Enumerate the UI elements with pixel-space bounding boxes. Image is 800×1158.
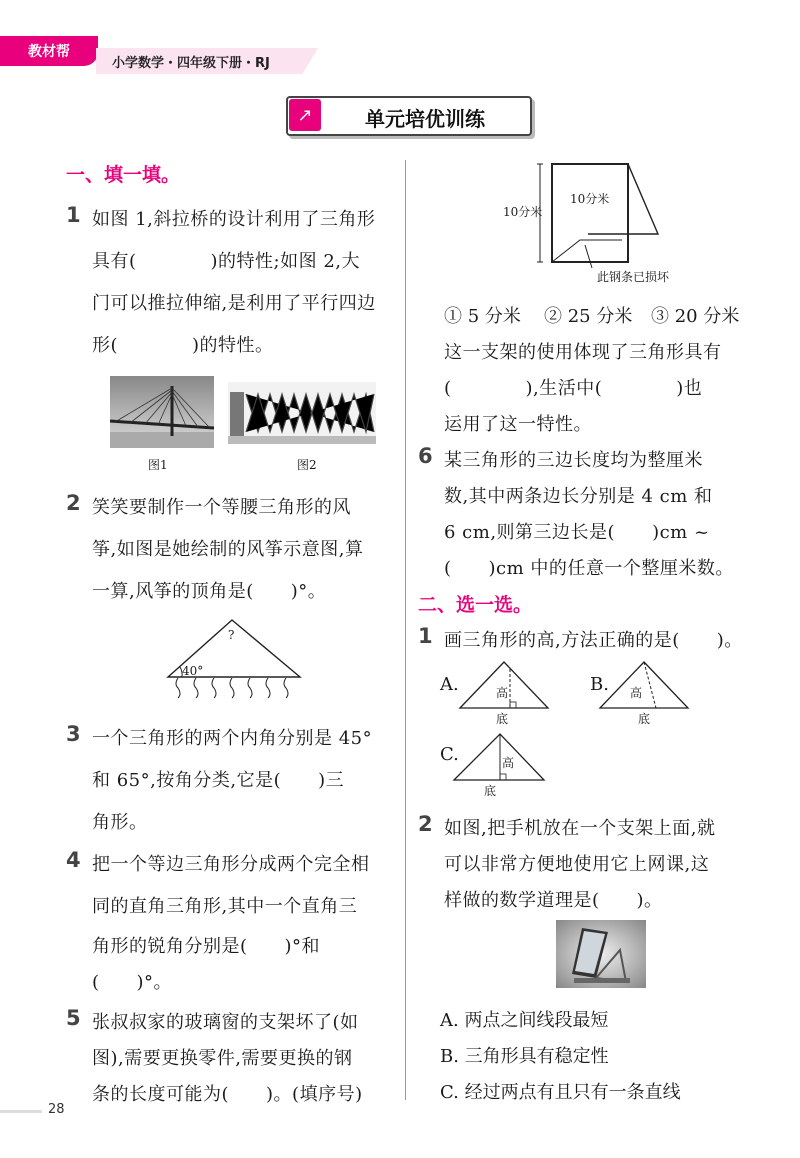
q6-line: 数,其中两条边长分别是 4 cm 和 <box>444 486 713 507</box>
option-b-label: B. <box>590 674 609 695</box>
q5-number: 5 <box>66 1006 81 1030</box>
q5-line: 条的长度可能为( )。(填序号) <box>92 1084 363 1105</box>
q5-more-line: 运用了这一特性。 <box>444 414 592 435</box>
base-label: 底 <box>484 784 497 798</box>
s2q2-line: 样做的数学道理是( )。 <box>444 890 663 911</box>
q5-line: 张叔叔家的玻璃窗的支架坏了(如 <box>92 1012 359 1033</box>
q3-line: 和 65°,按角分类,它是( )三 <box>92 770 345 791</box>
q3-line: 角形。 <box>92 812 148 833</box>
q5-option: ② 25 分米 <box>544 306 633 327</box>
triangle-b <box>598 660 690 710</box>
q4-line: 把一个等边三角形分成两个完全相 <box>92 854 370 875</box>
fig2-caption: 图2 <box>297 458 317 472</box>
frame-height-label: 10分米 <box>503 205 543 219</box>
q2-line: 一算,风筝的顶角是( )°。 <box>92 581 327 602</box>
q4-line: ( )°。 <box>92 972 173 993</box>
s2q2-option[interactable]: C. 经过两点有且只有一条直线 <box>440 1082 681 1103</box>
broken-bar-label: 此钢条已损坏 <box>597 270 670 284</box>
base-label: 底 <box>638 712 651 726</box>
s2q2-option[interactable]: A. 两点之间线段最短 <box>440 1010 609 1031</box>
q1-line: 门可以推拉伸缩,是利用了平行四边 <box>92 293 376 314</box>
page-number: 28 <box>48 1102 65 1117</box>
q2-line: 笑笑要制作一个等腰三角形的风 <box>92 497 351 518</box>
phone-stand-photo <box>556 920 646 988</box>
q5-option: ③ 20 分米 <box>651 306 740 327</box>
kite-angle-label: 40° <box>182 664 204 678</box>
trending-up-icon: ↗ <box>289 99 321 131</box>
q4-line: 同的直角三角形,其中一个直角三 <box>92 896 358 917</box>
fig1-caption: 图1 <box>148 458 168 472</box>
q1-number: 1 <box>66 203 81 227</box>
gate-photo <box>228 382 376 444</box>
page-number-bar <box>0 1110 42 1113</box>
q4-number: 4 <box>66 848 81 872</box>
s2q1-number: 1 <box>418 624 433 648</box>
section1-title: 一、填一填。 <box>66 164 181 186</box>
q4-line: 角形的锐角分别是( )°和 <box>92 936 321 957</box>
bridge-photo <box>110 376 214 448</box>
q5-line: 图),需要更换零件,需要更换的钢 <box>92 1048 353 1069</box>
q3-number: 3 <box>66 722 81 746</box>
q6-line: 某三角形的三边长度均为整厘米 <box>444 450 703 471</box>
q3-line: 一个三角形的两个内角分别是 45° <box>92 728 373 749</box>
height-label: 高 <box>630 686 643 700</box>
q6-line: ( )cm 中的任意一个整厘米数。 <box>444 558 734 579</box>
base-label: 底 <box>496 712 509 726</box>
book-title: 小学数学・四年级下册・RJ <box>112 56 270 71</box>
triangle-c <box>452 732 546 782</box>
unit-title: 单元培优训练 <box>365 107 485 131</box>
q1-line: 具有( )的特性;如图 2,大 <box>92 251 361 272</box>
q5-more-line: 这一支架的使用体现了三角形具有 <box>444 342 722 363</box>
kite-apex-label: ? <box>228 628 235 642</box>
s2q2-option[interactable]: B. 三角形具有稳定性 <box>440 1046 609 1067</box>
s2q1-question: 画三角形的高,方法正确的是( )。 <box>444 630 743 651</box>
q1-line: 如图 1,斜拉桥的设计利用了三角形 <box>92 209 376 230</box>
q6-line: 6 cm,则第三边长是( )cm ~ <box>444 522 710 543</box>
q5-option: ① 5 分米 <box>444 306 521 327</box>
kite-diagram <box>160 612 310 702</box>
s2q2-line: 如图,把手机放在一个支架上面,就 <box>444 818 716 839</box>
option-c-label: C. <box>440 744 459 765</box>
q2-number: 2 <box>66 491 81 515</box>
option-a-label: A. <box>440 674 459 695</box>
section2-title: 二、选一选。 <box>418 594 533 616</box>
q1-line: 形( )的特性。 <box>92 335 274 356</box>
s2q2-number: 2 <box>418 812 433 836</box>
q6-number: 6 <box>418 444 433 468</box>
q5-more-line: ( ),生活中( )也 <box>444 378 703 399</box>
q2-line: 筝,如图是她绘制的风筝示意图,算 <box>92 539 364 560</box>
column-divider <box>405 160 406 1100</box>
height-label: 高 <box>496 686 509 700</box>
frame-bar-label: 10分米 <box>570 192 610 206</box>
height-label: 高 <box>502 756 515 770</box>
brand-tag: 教材帮 <box>0 36 98 66</box>
s2q2-line: 可以非常方便地使用它上网课,这 <box>444 854 710 875</box>
window-frame-diagram <box>530 160 670 280</box>
